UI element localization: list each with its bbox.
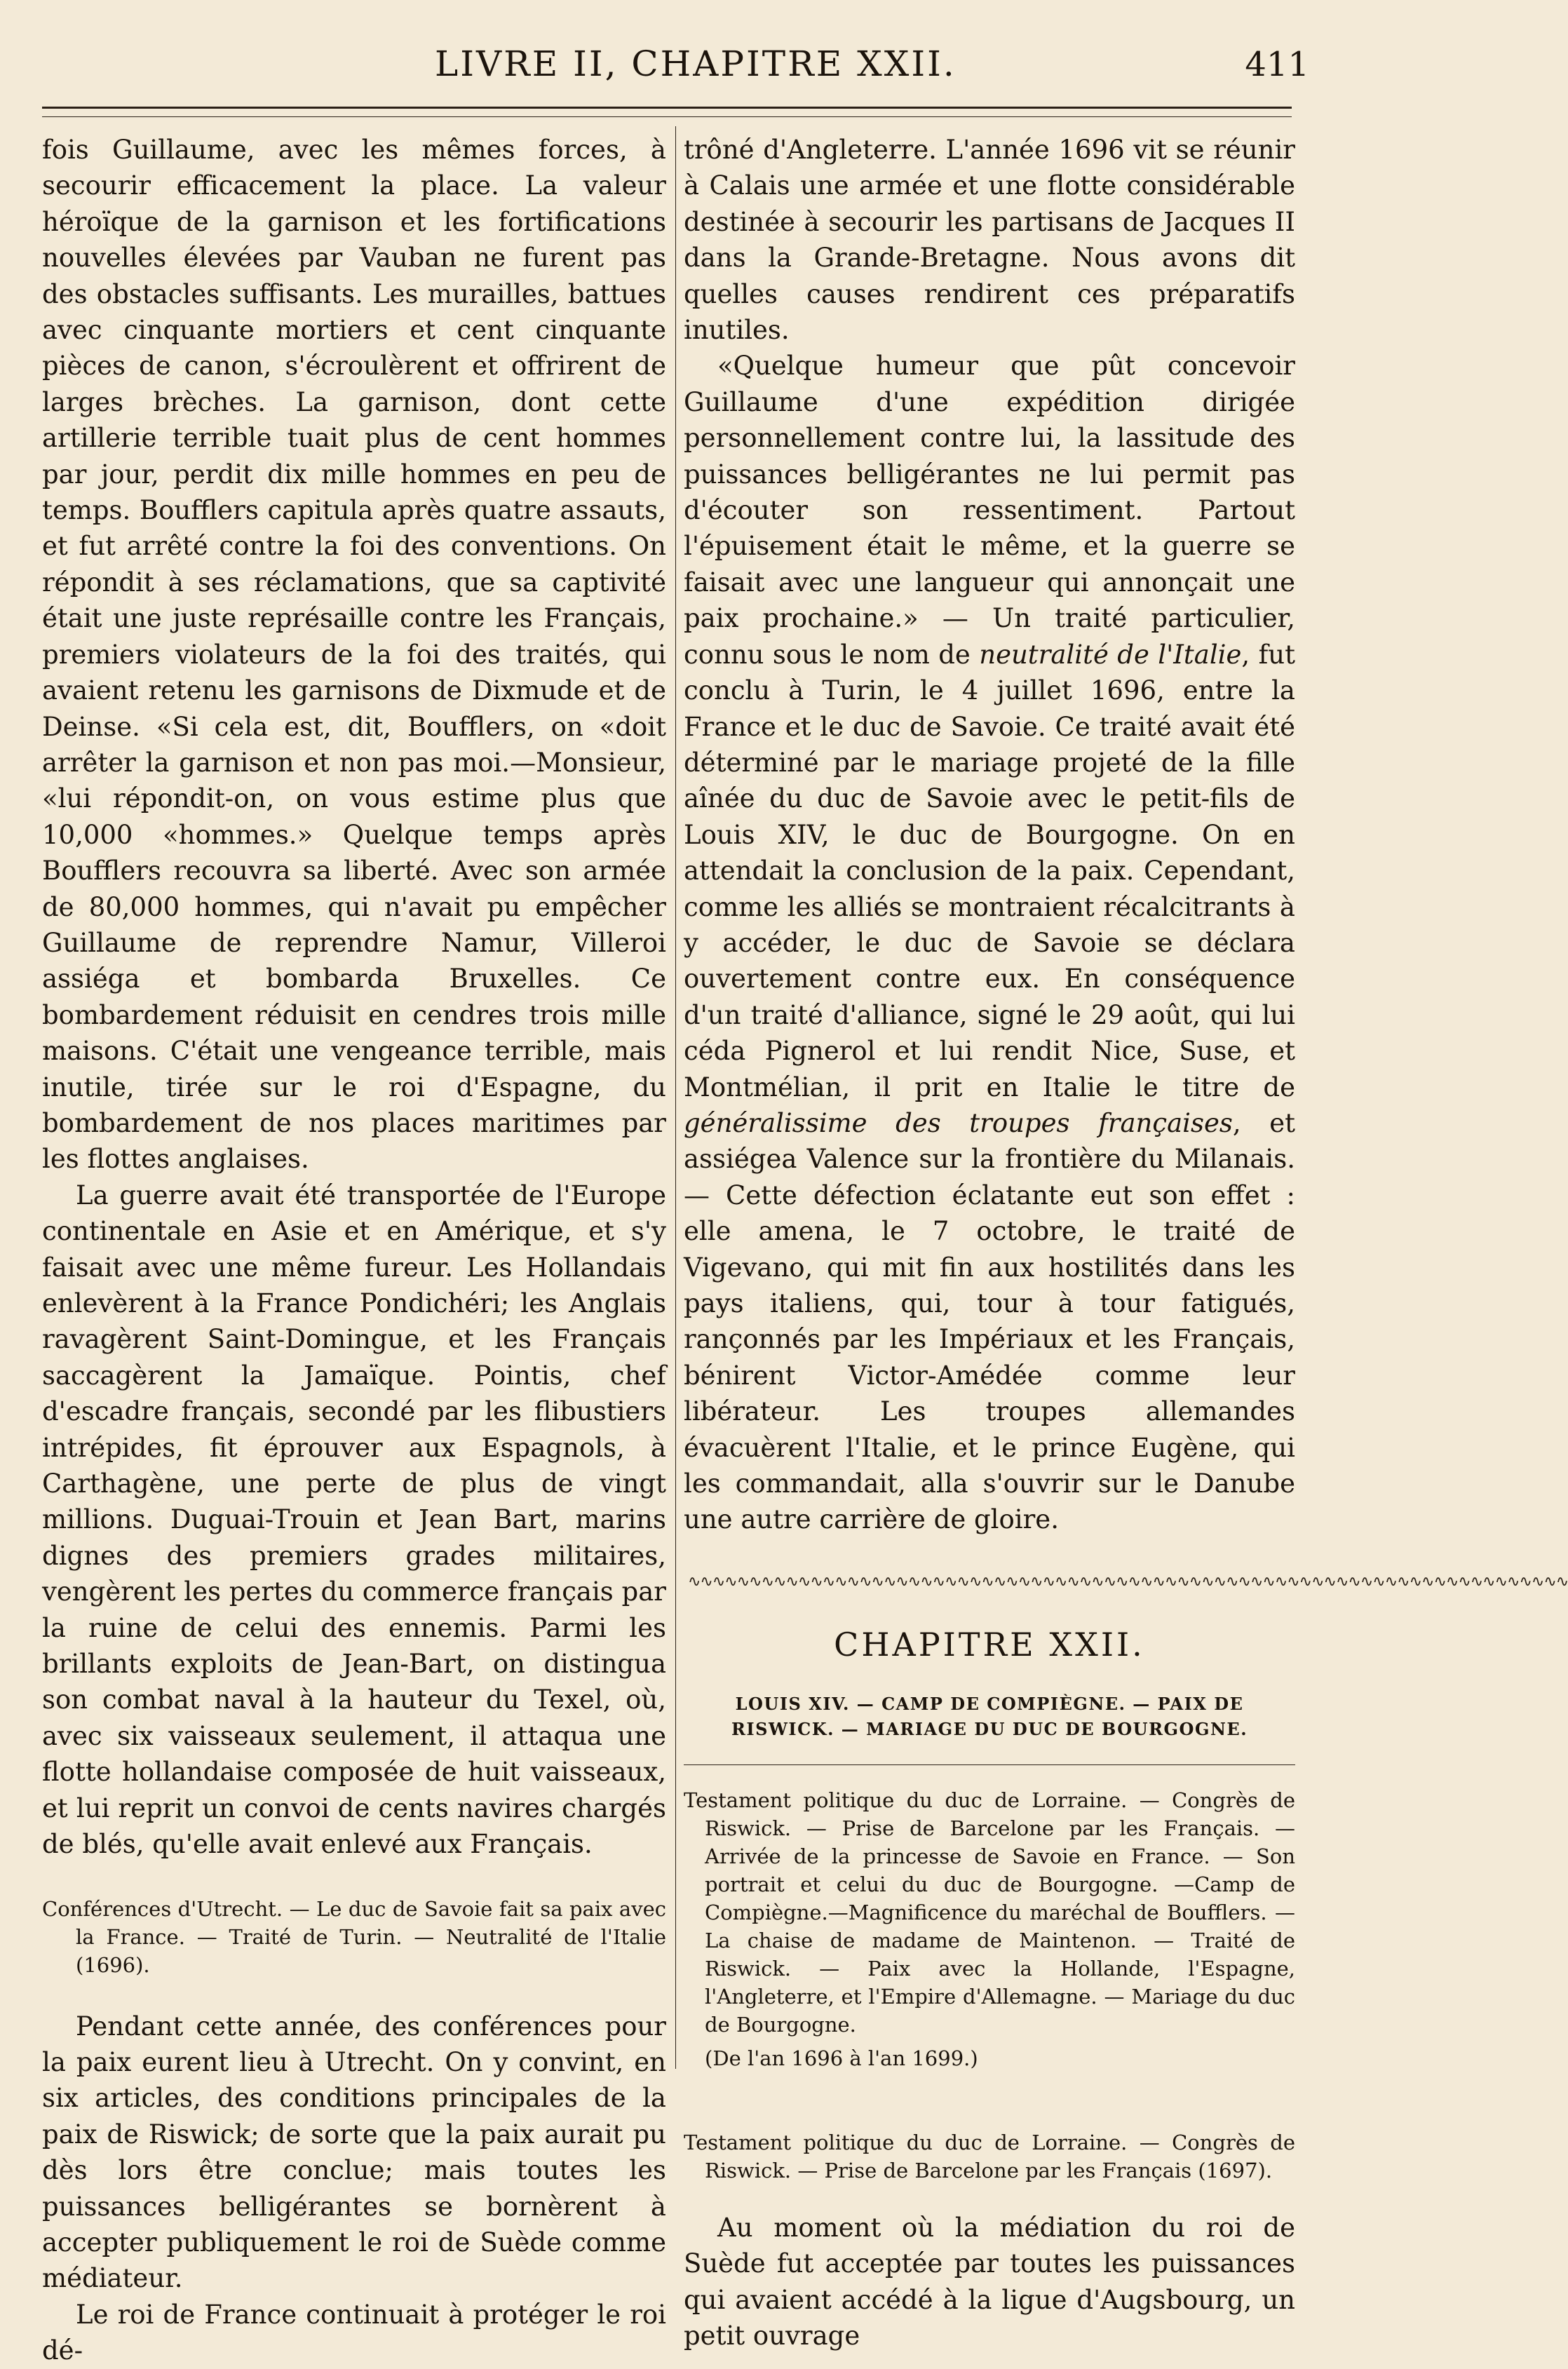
right-paragraph-2-part-c: , et assiégea Valence sur la frontière du Milanais. — Cette défection éclatante eut son effet : elle amena, le 7 octobre, le traité de Vigevano, qui mit fin aux hostilités dans les pays italiens, qui, tour à tour fatigués, rançonnés par les Impériaux et les Français, bénirent Victor-Amédée comme leur libérateur. Les troupes allemandes évacuèrent l'Italie, et le prince Eugène, qui les commandait, alla s'ouvrir sur le Danube une autre carrière de gloire. xyxy=(684,1107,1295,1535)
chapter-contents: LOUIS XIV. — CAMP DE COMPIÈGNE. — PAIX DE RISWICK. — MARIAGE DU DUC DE BOURGOGNE. xyxy=(731,1693,1248,1739)
running-head-title: LIVRE II, CHAPITRE XXII. xyxy=(435,43,957,84)
right-paragraph-2 xyxy=(684,348,1295,1537)
running-head xyxy=(0,43,1386,100)
left-paragraph-4: Le roi de France continuait à protéger le roi dé- xyxy=(42,2299,666,2366)
chapter-contents-rule xyxy=(684,1764,1295,1765)
right-paragraph-3: Au moment où la médiation du roi de Suède fut acceptée par toutes les puissances qui avaient accédé à la ligue d'Augsbourg, un petit ouvrage xyxy=(684,2212,1295,2351)
ornamental-rule: ∿∿∿∿∿∿∿∿∿∿∿∿∿∿∿∿∿∿∿∿∿∿∿∿∿∿∿∿∿∿∿∿∿∿∿∿∿∿∿∿∿∿∿∿∿∿∿∿∿∿∿∿∿∿∿∿∿∿∿∿∿∿∿∿∿∿∿∿∿∿∿∿ xyxy=(688,1572,1568,1591)
right-paragraph-2-part-a: «Quelque humeur que pût concevoir Guillaume d'une expédition dirigée personnellement contre lui, la lassitude des puissances belligérantes ne lui permit pas d'écouter son ressentiment. Partout l'épuisement était le même, et la guerre se faisait avec une langueur qui annonçait une paix prochaine.» — Un traité particulier, connu sous le nom de xyxy=(684,351,1295,670)
page-number: 411 xyxy=(1245,45,1309,84)
section-summary-text: Conférences d'Utrecht. — Le duc de Savoie fait sa paix avec la France. — Traité de Turin. — Neutralité de l'Italie (1696). xyxy=(42,1896,666,1977)
right-column xyxy=(684,132,1568,2354)
neutrality-term: neutralité de l'Italie xyxy=(979,639,1242,670)
column-divider xyxy=(675,126,676,2069)
header-rule-thin xyxy=(42,116,1292,117)
left-paragraph-3: Pendant cette année, des conférences pour la paix eurent lieu à Utrecht. On y convint, en six articles, des conditions principales de la paix de Riswick; de sorte que la paix aurait pu dès lors être conclue; mais toutes les puissances belligérantes se bornèrent à accepter publiquement le roi de Suède comme médiateur. xyxy=(42,2011,666,2294)
section-summary-2-text: Testament politique du duc de Lorraine. — Congrès de Riswick. — Prise de Barcelone par les Français (1697). xyxy=(684,2130,1295,2182)
chapter-heading: CHAPITRE XXII. xyxy=(834,1625,1145,1663)
right-paragraph-1: trôné d'Angleterre. L'année 1696 vit se réunir à Calais une armée et une flotte considérable destinée à secourir les partisans de Jacques II dans la Grande-Bretagne. Nous avons dit quelles causes rendirent ces préparatifs inutiles. xyxy=(684,135,1295,346)
left-column xyxy=(42,132,666,2369)
section-summary xyxy=(42,1895,666,1979)
right-paragraph-2-part-b: , fut conclu à Turin, le 4 juillet 1696, entre la France et le duc de Savoie. Ce traité avait été déterminé par le mariage projeté de la fille aînée du duc de Savoie avec le petit-fils de Louis XIV, le duc de Bourgogne. On en attendait la conclusion de la paix. Cependant, comme les alliés se montraient récalcitrants à y accéder, le duc de Savoie se déclara ouvertement contre eux. En conséquence d'un traité d'alliance, signé le 29 août, qui lui céda Pignerol et lui rendit Nice, Suse, et Montmélian, il prit en Italie le titre de xyxy=(684,639,1295,1102)
generalissimo-term: généralissime des troupes françaises xyxy=(684,1107,1233,1138)
chapter-summary xyxy=(684,1786,1295,2072)
chapter-dates: (De l'an 1696 à l'an 1699.) xyxy=(705,2046,978,2070)
section-summary-2 xyxy=(684,2128,1295,2185)
left-paragraph-1: fois Guillaume, avec les mêmes forces, à secourir efficacement la place. La valeur héroïque de la garnison et les fortifications nouvelles élevées par Vauban ne furent pas des obstacles suffisants. Les murailles, battues avec cinquante mortiers et cent cinquante pièces de canon, s'écroulèrent et offrirent de larges brèches. La garnison, dont cette artillerie terrible tuait plus de cent hommes par jour, perdit dix mille hommes en peu de temps. Boufflers capitula après quatre assauts, et fut arrêté contre la foi des conventions. On répondit à ses réclamations, que sa captivité était une juste représaille contre les Français, premiers violateurs de la foi des traités, qui avaient retenu les garnisons de Dixmude et de Deinse. «Si cela est, dit, Boufflers, on «doit arrêter la garnison et non pas moi.—Monsieur, «lui répondit-on, on vous estime plus que 10,000 «hommes.» Quelque temps après Boufflers recouvra sa liberté. Avec son armée de 80,000 hommes, qui n'avait pu empêcher Guillaume de reprendre Namur, Villeroi assiéga et bombarda Bruxelles. Ce bombardement réduisit en cendres trois mille maisons. C'était une vengeance terrible, mais inutile, tirée sur le roi d'Espagne, du bombardement de nos places maritimes par les flottes anglaises. xyxy=(42,135,666,1175)
left-paragraph-2: La guerre avait été transportée de l'Europe continentale en Asie et en Amérique, et s'y faisait avec une même fureur. Les Hollandais enlevèrent à la France Pondichéri; les Anglais ravagèrent Saint-Domingue, et les Français saccagèrent la Jamaïque. Pointis, chef d'escadre français, secondé par les flibustiers intrépides, fit éprouver aux Espagnols, à Carthagène, une perte de plus de vingt millions. Duguai-Trouin et Jean Bart, marins dignes des premiers grades militaires, vengèrent les pertes du commerce français par la ruine de celui des ennemis. Parmi les brillants exploits de Jean-Bart, on distingua son combat naval à la hauteur du Texel, où, avec six vaisseaux seulement, il attaqua une flotte hollandaise composée de huit vaisseaux, et lui reprit un convoi de cents navires chargés de blés, qu'elle avait enlevé aux Français. xyxy=(42,1180,666,1860)
chapter-summary-text: Testament politique du duc de Lorraine. — Congrès de Riswick. — Prise de Barcelone par les Français. — Arrivée de la princesse de Savoie en France. — Son portrait et celui du duc de Bourgogne. —Camp de Compiègne.—Magnificence du maréchal de Boufflers. —La chaise de madame de Maintenon. — Traité de Riswick. — Paix avec la Hollande, l'Espagne, l'Angleterre, et l'Empire d'Allemagne. — Mariage du duc de Bourgogne. xyxy=(684,1788,1295,2037)
header-rule-thick xyxy=(42,107,1292,109)
